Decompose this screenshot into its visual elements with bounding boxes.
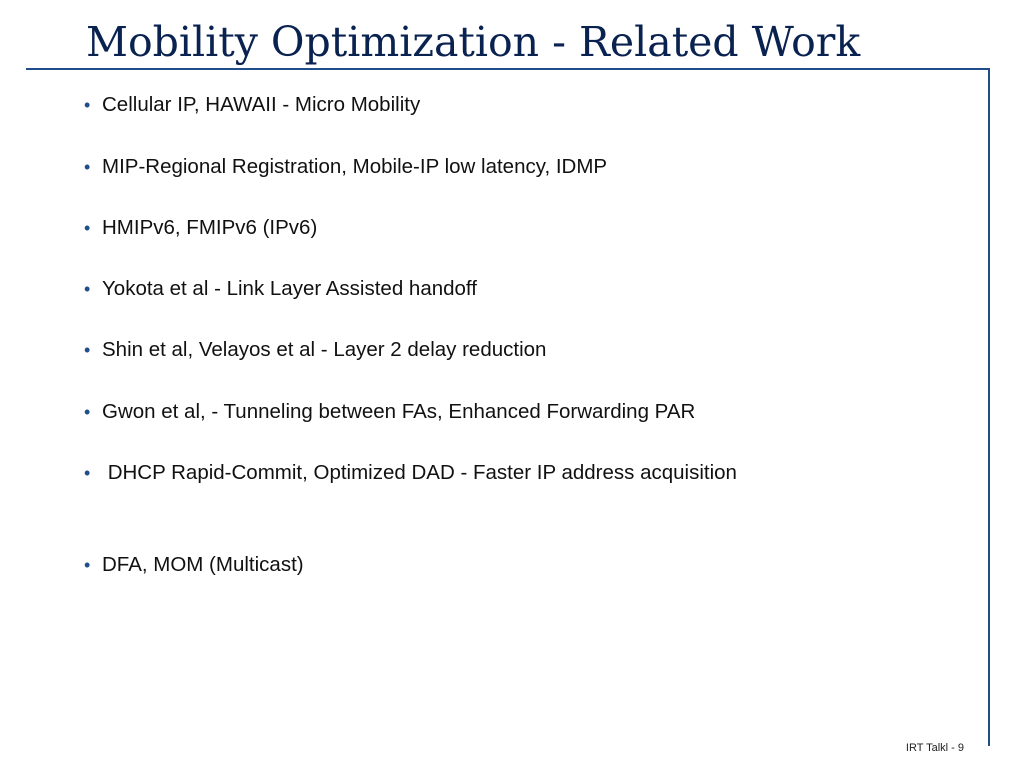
bullet-text: MIP-Regional Registration, Mobile-IP low latency, IDMP (102, 155, 608, 178)
bullet-item (84, 215, 317, 241)
bullet-dot-icon: • (84, 157, 91, 177)
title-underline-rule (26, 68, 990, 70)
bullet-text: DFA, MOM (Multicast) (102, 553, 304, 576)
bullet-text: DHCP Rapid-Commit, Optimized DAD - Faster IP address acquisition (102, 461, 737, 484)
bullet-dot-icon: • (84, 95, 91, 115)
bullet-dot-icon: • (84, 279, 91, 299)
slide-title: Mobility Optimization - Related Work (86, 18, 861, 66)
bullet-text: Shin et al, Velayos et al - Layer 2 delay reduction (102, 338, 547, 361)
bullet-dot-icon: • (84, 555, 91, 575)
bullet-text: HMIPv6, FMIPv6 (IPv6) (102, 216, 318, 239)
bullet-item (84, 337, 546, 363)
bullet-dot-icon: • (84, 402, 91, 422)
bullet-item (84, 92, 420, 118)
bullet-item (84, 460, 737, 486)
bullet-item (84, 552, 304, 578)
bullet-text: Yokota et al - Link Layer Assisted handoff (102, 277, 477, 300)
bullet-dot-icon: • (84, 340, 91, 360)
bullet-dot-icon: • (84, 463, 91, 483)
bullet-item (84, 154, 607, 180)
bullet-item (84, 276, 477, 302)
right-border-rule (988, 68, 990, 746)
bullet-text: Gwon et al, - Tunneling between FAs, Enhanced Forwarding PAR (102, 400, 696, 423)
bullet-item (84, 399, 695, 425)
slide-footer-page-number: IRT Talkl - 9 (905, 742, 964, 754)
bullet-text: Cellular IP, HAWAII - Micro Mobility (102, 93, 421, 116)
bullet-dot-icon: • (84, 218, 91, 238)
